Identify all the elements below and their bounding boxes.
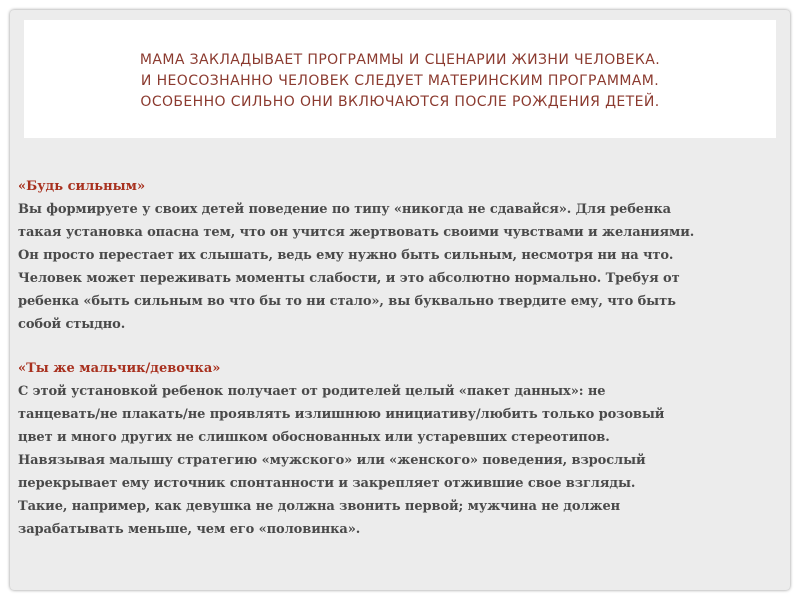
title-line-2: И НЕОСОЗНАННО ЧЕЛОВЕК СЛЕДУЕТ МАТЕРИНСКИМ ПРОГРАММАМ. <box>140 73 660 89</box>
section-text-line: Он просто перестает их слышать, ведь ему нужно быть сильным, несмотря ни на что. <box>18 248 674 263</box>
section-text-line: Навязывая малышу стратегию «мужского» или «женского» поведения, взрослый <box>18 453 646 468</box>
section-text-line: Вы формируете у своих детей поведение по типу «никогда не сдавайся». Для ребенка <box>18 202 671 217</box>
section-text-line: перекрывает ему источник спонтанности и закрепляет отжившие свое взгляды. <box>18 476 636 491</box>
section-text-line: такая установка опасна тем, что он учится жертвовать своими чувствами и желаниями. <box>18 225 695 240</box>
slide <box>10 10 790 590</box>
section-text-line: собой стыдно. <box>18 317 126 332</box>
section-boy-girl <box>18 357 788 541</box>
section-heading: «Ты же мальчик/девочка» <box>18 361 221 376</box>
section-text-line: цвет и много других не слишком обоснованных или устаревших стереотипов. <box>18 430 610 445</box>
title-line-3: ОСОБЕННО СИЛЬНО ОНИ ВКЛЮЧАЮТСЯ ПОСЛЕ РОЖДЕНИЯ ДЕТЕЙ. <box>140 94 660 110</box>
section-text-line: Такие, например, как девушка не должна звонить первой; мужчина не должен <box>18 499 621 514</box>
section-text-line: С этой установкой ребенок получает от родителей целый «пакет данных»: не <box>18 384 606 399</box>
title-line-1: МАМА ЗАКЛАДЫВАЕТ ПРОГРАММЫ И СЦЕНАРИИ ЖИЗНИ ЧЕЛОВЕКА. <box>139 52 661 68</box>
title-block <box>24 20 776 138</box>
section-be-strong <box>18 175 788 336</box>
section-text-line: зарабатывать меньше, чем его «половинка». <box>18 522 361 537</box>
section-heading: «Будь сильным» <box>18 179 146 194</box>
section-text-line: танцевать/не плакать/не проявлять излишнюю инициативу/любить только розовый <box>18 407 665 422</box>
section-text-line: Человек может переживать моменты слабости, и это абсолютно нормально. Требуя от <box>18 271 680 286</box>
slide-content <box>18 175 788 562</box>
section-text-line: ребенка «быть сильным во что бы то ни стало», вы буквально твердите ему, что быть <box>18 294 676 309</box>
